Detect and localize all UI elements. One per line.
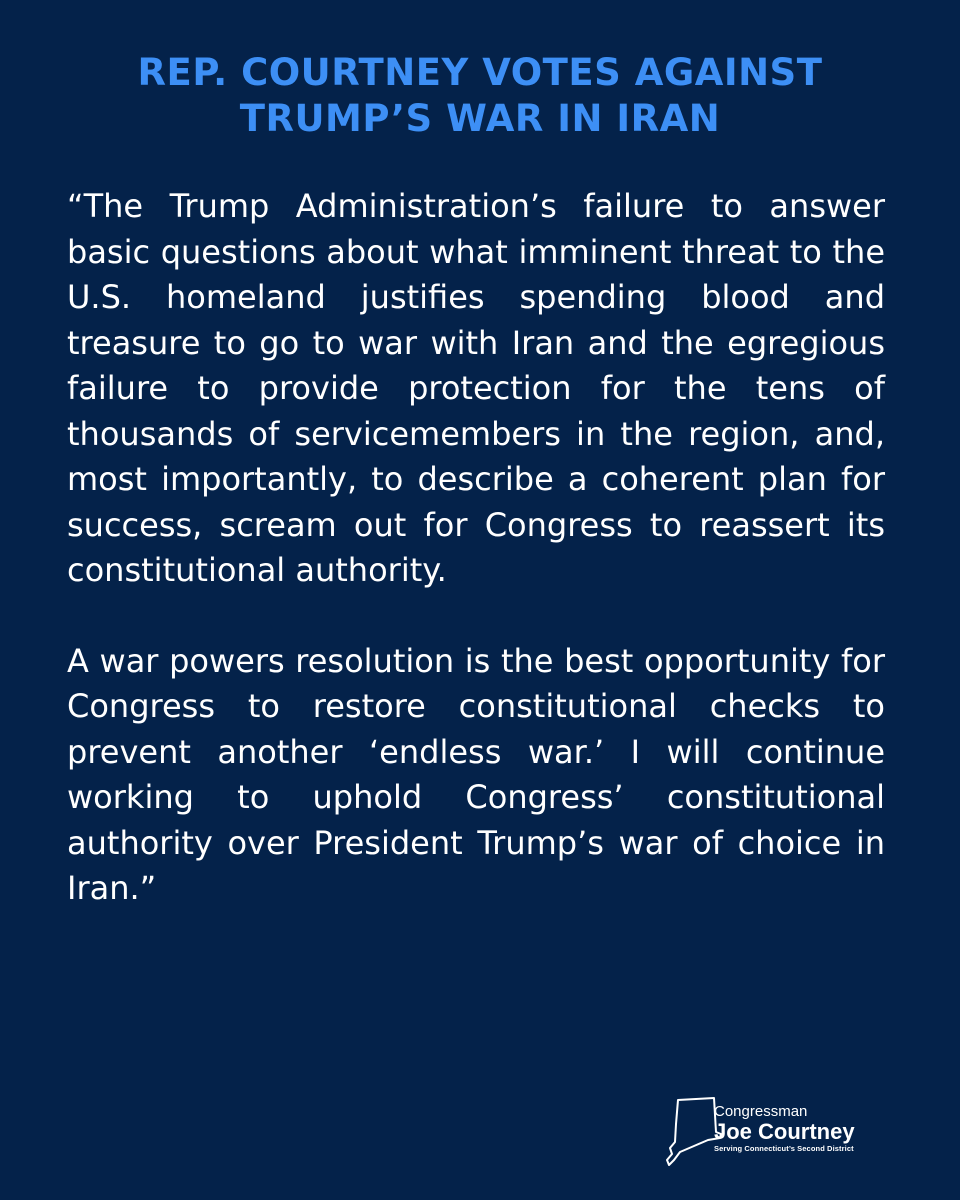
headline: [60, 50, 900, 142]
quote-paragraph-2: A war powers resolution is the best opportunity for Congress to restore constitutional checks to prevent another ‘endless war.’ I will continue working to uphold Congress’ constitutional authority over President Trump’s war of choice in Iran.”: [67, 641, 885, 907]
logo-title: Congressman: [714, 1103, 808, 1120]
headline-line-1: REP. COURTNEY VOTES AGAINST: [137, 51, 823, 94]
headline-line-2: TRUMP’S WAR IN IRAN: [239, 97, 721, 140]
quote-block: [67, 184, 885, 957]
logo-tagline: Serving Connecticut’s Second District: [714, 1144, 854, 1153]
logo-text: [714, 1104, 904, 1154]
logo-name: Joe Courtney: [714, 1119, 855, 1144]
quote-paragraph-1: “The Trump Administration’s failure to answer basic questions about what imminent threat to the U.S. homeland justifies spending blood and treasure to go to war with Iran and the egregious failure to provide protection for the tens of thousands of servicemembers in the region, and, most importantly, to describe a coherent plan for success, scream out for Congress to reassert its constitutional authority.: [67, 187, 885, 589]
congressman-logo: [664, 1094, 894, 1170]
